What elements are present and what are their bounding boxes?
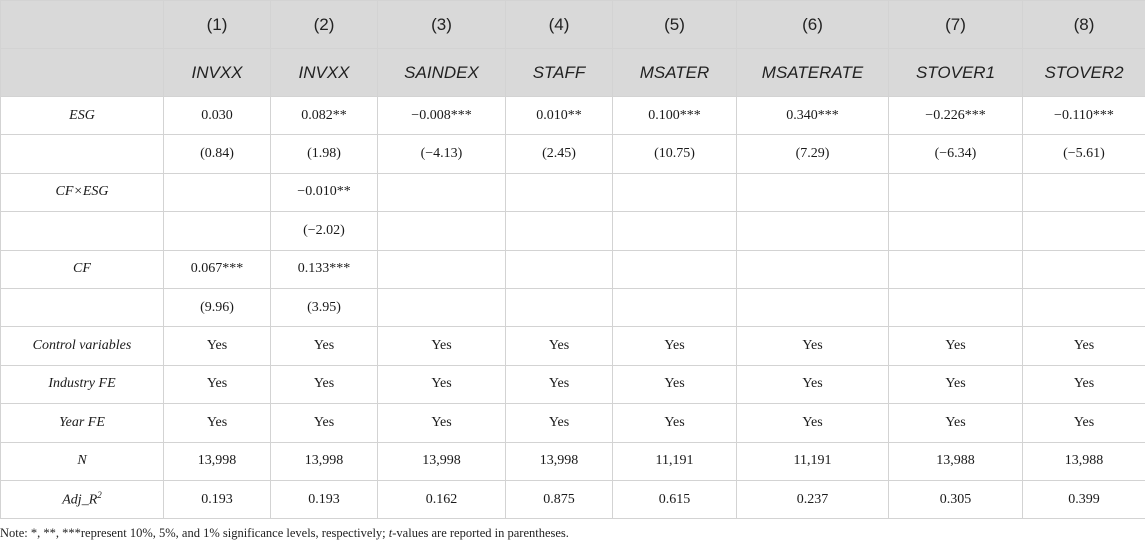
row-label	[1, 97, 164, 135]
row-label	[1, 365, 164, 403]
table-cell	[378, 173, 506, 211]
column-variable-2: INVXX	[271, 49, 378, 97]
column-variable-6: MSATERATE	[737, 49, 889, 97]
table-cell: Yes	[506, 404, 613, 442]
row-label	[1, 135, 164, 173]
row-label-text: ESG	[69, 107, 95, 123]
note-t-italic: t	[388, 526, 393, 540]
table-cell	[506, 212, 613, 250]
table-cell: (9.96)	[164, 288, 271, 326]
row-label	[1, 173, 164, 211]
table-cell: 13,998	[271, 442, 378, 480]
table-cell: Yes	[889, 365, 1023, 403]
table-cell	[1023, 173, 1145, 211]
table-note	[0, 526, 569, 541]
table-cell: −0.110***	[1023, 97, 1145, 135]
table-row	[1, 288, 1145, 326]
corner-cell	[1, 1, 164, 49]
table-cell	[737, 173, 889, 211]
row-label-text: CF	[73, 261, 91, 277]
row-label	[1, 327, 164, 365]
table-cell: Yes	[378, 327, 506, 365]
table-cell	[164, 173, 271, 211]
row-label-superscript: 2	[97, 490, 102, 501]
table-cell: (1.98)	[271, 135, 378, 173]
column-number-6: (6)	[737, 1, 889, 49]
table-row	[1, 327, 1145, 365]
table-row	[1, 135, 1145, 173]
row-label-text: CF×ESG	[55, 184, 109, 200]
table-header	[1, 1, 1145, 97]
column-number-1: (1)	[164, 1, 271, 49]
table-cell: 0.133***	[271, 250, 378, 288]
table-cell	[889, 173, 1023, 211]
table-cell: 13,998	[506, 442, 613, 480]
table-cell: 0.615	[613, 480, 737, 518]
column-number-7: (7)	[889, 1, 1023, 49]
table-cell: Yes	[889, 327, 1023, 365]
table-cell: Yes	[378, 404, 506, 442]
table-cell: (7.29)	[737, 135, 889, 173]
table-cell: −0.010**	[271, 173, 378, 211]
column-number-5: (5)	[613, 1, 737, 49]
table-cell: 13,988	[1023, 442, 1145, 480]
table-cell: 13,998	[378, 442, 506, 480]
table-cell: (−5.61)	[1023, 135, 1145, 173]
note-suffix: -values are reported in parentheses.	[392, 526, 569, 540]
table-cell: 0.067***	[164, 250, 271, 288]
table-cell	[737, 250, 889, 288]
column-variable-row	[1, 49, 1145, 97]
table-cell	[506, 250, 613, 288]
table-cell: 0.875	[506, 480, 613, 518]
table-cell	[378, 212, 506, 250]
table-cell: 0.010**	[506, 97, 613, 135]
table-cell: (−6.34)	[889, 135, 1023, 173]
column-variable-8: STOVER2	[1023, 49, 1145, 97]
row-label	[1, 250, 164, 288]
table-cell: Yes	[1023, 404, 1145, 442]
table-cell	[889, 212, 1023, 250]
row-label-text: Industry FE	[48, 376, 116, 392]
table-cell: (0.84)	[164, 135, 271, 173]
table-row	[1, 250, 1145, 288]
column-number-4: (4)	[506, 1, 613, 49]
table-cell: 0.399	[1023, 480, 1145, 518]
column-variable-3: SAINDEX	[378, 49, 506, 97]
table-cell: 0.162	[378, 480, 506, 518]
table-cell	[613, 212, 737, 250]
table-cell: Yes	[271, 365, 378, 403]
row-label	[1, 480, 164, 518]
table-cell: Yes	[378, 365, 506, 403]
corner-cell	[1, 49, 164, 97]
table-cell: −0.008***	[378, 97, 506, 135]
table-cell: 0.100***	[613, 97, 737, 135]
column-variable-4: STAFF	[506, 49, 613, 97]
column-number-3: (3)	[378, 1, 506, 49]
table-cell: Yes	[737, 404, 889, 442]
table-cell	[506, 288, 613, 326]
table-cell: 0.305	[889, 480, 1023, 518]
column-number-2: (2)	[271, 1, 378, 49]
row-label-text: N	[77, 453, 87, 469]
table-cell	[378, 250, 506, 288]
table-cell	[613, 173, 737, 211]
table-cell: (10.75)	[613, 135, 737, 173]
table-body	[1, 97, 1145, 519]
row-label	[1, 442, 164, 480]
table-cell: Yes	[506, 327, 613, 365]
table-cell: Yes	[1023, 327, 1145, 365]
column-variable-5: MSATER	[613, 49, 737, 97]
table-cell	[506, 173, 613, 211]
table-cell	[1023, 288, 1145, 326]
table-cell: 0.030	[164, 97, 271, 135]
table-cell	[889, 250, 1023, 288]
table-cell	[164, 212, 271, 250]
table-cell: 0.237	[737, 480, 889, 518]
column-number-8: (8)	[1023, 1, 1145, 49]
table-cell: Yes	[164, 404, 271, 442]
column-number-row	[1, 1, 1145, 49]
column-variable-1: INVXX	[164, 49, 271, 97]
table-cell: (−4.13)	[378, 135, 506, 173]
row-label-text: Adj_R	[62, 492, 98, 508]
table-cell: Yes	[271, 327, 378, 365]
table-cell: Yes	[164, 327, 271, 365]
table-cell: Yes	[889, 404, 1023, 442]
table-row	[1, 97, 1145, 135]
table-cell	[1023, 212, 1145, 250]
table-cell: Yes	[271, 404, 378, 442]
table-cell: −0.226***	[889, 97, 1023, 135]
table-cell: Yes	[1023, 365, 1145, 403]
row-label-text: Year FE	[59, 414, 105, 430]
table-row	[1, 212, 1145, 250]
table-cell: (−2.02)	[271, 212, 378, 250]
table-cell: Yes	[164, 365, 271, 403]
row-label	[1, 288, 164, 326]
table-cell	[737, 288, 889, 326]
table-cell: 0.193	[271, 480, 378, 518]
table-cell: Yes	[737, 365, 889, 403]
row-label-text: Control variables	[32, 338, 132, 354]
table-cell: Yes	[613, 404, 737, 442]
table-cell	[378, 288, 506, 326]
table-cell: Yes	[613, 365, 737, 403]
table-cell: (3.95)	[271, 288, 378, 326]
note-prefix: Note: *, **, ***represent 10%, 5%, and 1% significance levels, respectively;	[0, 526, 389, 540]
table-cell: Yes	[613, 327, 737, 365]
table-cell	[613, 288, 737, 326]
table-cell	[613, 250, 737, 288]
table-row	[1, 442, 1145, 480]
table-row	[1, 480, 1145, 518]
table-cell: 0.082**	[271, 97, 378, 135]
table-cell	[1023, 250, 1145, 288]
table-row	[1, 173, 1145, 211]
row-label	[1, 404, 164, 442]
table-cell: 0.340***	[737, 97, 889, 135]
table-row	[1, 404, 1145, 442]
table-row	[1, 365, 1145, 403]
table-cell: Yes	[506, 365, 613, 403]
table-cell: 11,191	[613, 442, 737, 480]
table-cell: Yes	[737, 327, 889, 365]
table-cell: 0.193	[164, 480, 271, 518]
table-cell: 13,998	[164, 442, 271, 480]
table-cell: (2.45)	[506, 135, 613, 173]
table-cell	[889, 288, 1023, 326]
table-cell: 11,191	[737, 442, 889, 480]
table-cell	[737, 212, 889, 250]
column-variable-7: STOVER1	[889, 49, 1023, 97]
row-label	[1, 212, 164, 250]
table-cell: 13,988	[889, 442, 1023, 480]
